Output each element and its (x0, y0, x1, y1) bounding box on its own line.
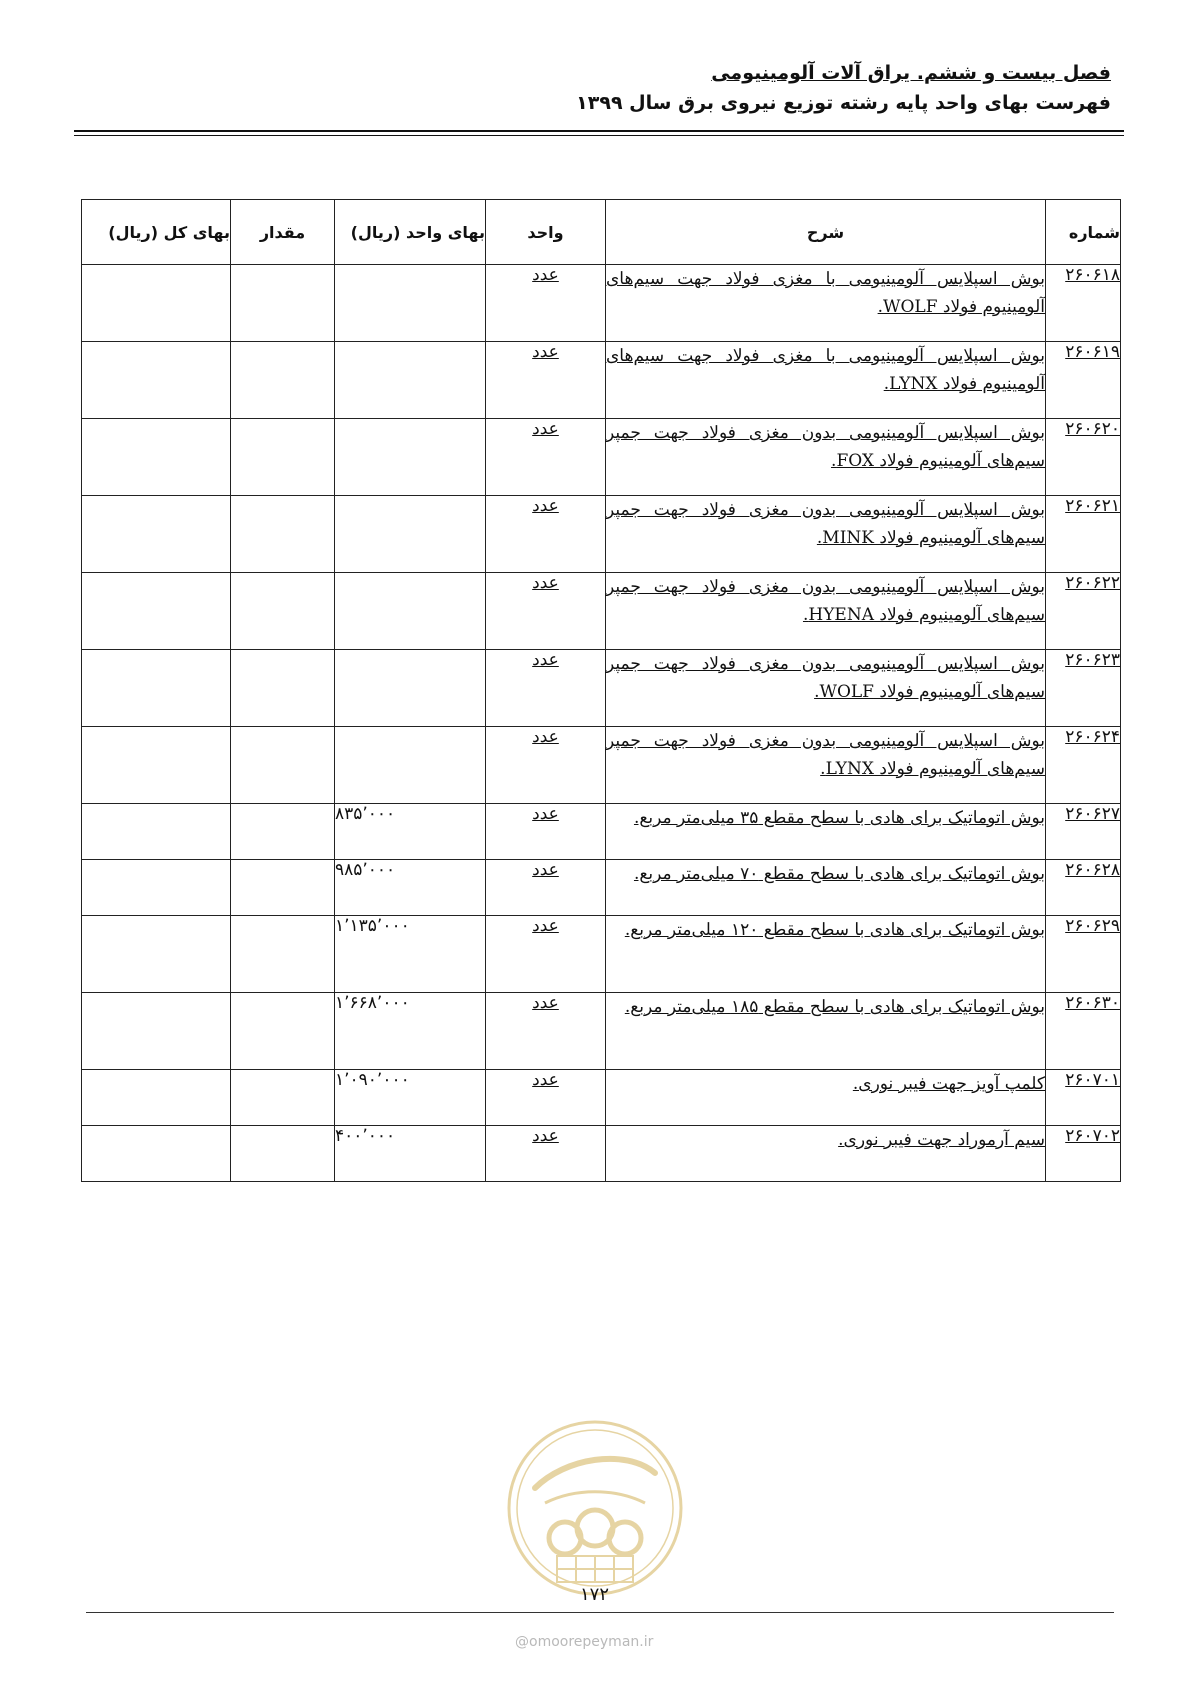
item-number: ۲۶۰۷۰۱ (1046, 1070, 1121, 1126)
watermark-text: @omoorepeyman.ir (515, 1634, 654, 1650)
item-total-price (82, 342, 231, 419)
item-number: ۲۶۰۶۲۳ (1046, 650, 1121, 727)
item-total-price (82, 860, 231, 916)
col-header-total-price: بهای کل (ریال) (82, 200, 231, 265)
item-quantity (231, 650, 335, 727)
item-description (606, 727, 1046, 804)
table-row (82, 1070, 1121, 1126)
item-quantity (231, 860, 335, 916)
item-quantity (231, 496, 335, 573)
item-quantity (231, 342, 335, 419)
item-unit: عدد (486, 916, 606, 993)
item-description (606, 993, 1046, 1070)
watermark-seal-logo (505, 1418, 685, 1598)
item-unit: عدد (486, 804, 606, 860)
item-description (606, 496, 1046, 573)
table-row (82, 860, 1121, 916)
item-description (606, 342, 1046, 419)
item-unit: عدد (486, 265, 606, 342)
item-number: ۲۶۰۶۲۰ (1046, 419, 1121, 496)
item-total-price (82, 993, 231, 1070)
item-number: ۲۶۰۶۲۷ (1046, 804, 1121, 860)
table-row (82, 496, 1121, 573)
item-unit: عدد (486, 573, 606, 650)
item-description (606, 419, 1046, 496)
item-unit-price (335, 496, 486, 573)
col-header-number: شماره (1046, 200, 1121, 265)
table-row (82, 342, 1121, 419)
table-row (82, 727, 1121, 804)
item-unit: عدد (486, 1070, 606, 1126)
footer-rule (86, 1612, 1114, 1613)
item-quantity (231, 916, 335, 993)
item-quantity (231, 727, 335, 804)
table-header-row (82, 200, 1121, 265)
item-unit-price (335, 342, 486, 419)
item-unit-price: ۱٬۰۹۰٬۰۰۰ (335, 1070, 486, 1126)
item-unit: عدد (486, 993, 606, 1070)
item-unit-price: ۱٬۱۳۵٬۰۰۰ (335, 916, 486, 993)
item-number: ۲۶۰۷۰۲ (1046, 1126, 1121, 1182)
item-number: ۲۶۰۶۲۲ (1046, 573, 1121, 650)
item-total-price (82, 496, 231, 573)
item-description-text: بوش اسپلایس آلومینیومی بدون مغزی فولاد جهت جمپر سیم‌های آلومینیوم فولاد FOX. (606, 423, 1045, 471)
item-unit-price: ۹۸۵٬۰۰۰ (335, 860, 486, 916)
item-unit-price (335, 650, 486, 727)
item-description-text: بوش اسپلایس آلومینیومی با مغزی فولاد جهت سیم‌های آلومینیوم فولاد WOLF. (606, 269, 1045, 317)
chapter-title: فصل بیست و ششم. یراق آلات آلومینیومی (711, 62, 1111, 84)
item-number: ۲۶۰۶۲۴ (1046, 727, 1121, 804)
header-rule-thin (74, 135, 1124, 136)
item-description-text: بوش اتوماتیک برای هادی با سطح مقطع ۱۸۵ میلی‌متر مربع. (624, 997, 1045, 1017)
table-row (82, 573, 1121, 650)
item-total-price (82, 1126, 231, 1182)
item-unit-price: ۸۳۵٬۰۰۰ (335, 804, 486, 860)
item-quantity (231, 1126, 335, 1182)
table-row (82, 419, 1121, 496)
item-description-text: بوش اسپلایس آلومینیومی با مغزی فولاد جهت سیم‌های آلومینیوم فولاد LYNX. (606, 346, 1045, 394)
item-description-text: بوش اتوماتیک برای هادی با سطح مقطع ۷۰ میلی‌متر مربع. (633, 864, 1045, 884)
col-header-description: شرح (606, 200, 1046, 265)
item-total-price (82, 727, 231, 804)
table-row (82, 1126, 1121, 1182)
item-quantity (231, 804, 335, 860)
item-description (606, 916, 1046, 993)
item-description-text: بوش اتوماتیک برای هادی با سطح مقطع ۳۵ میلی‌متر مربع. (633, 808, 1045, 828)
table-row (82, 804, 1121, 860)
item-description (606, 1070, 1046, 1126)
col-header-unit-price: بهای واحد (ریال) (335, 200, 486, 265)
item-unit-price: ۱٬۶۶۸٬۰۰۰ (335, 993, 486, 1070)
item-total-price (82, 419, 231, 496)
item-description (606, 1126, 1046, 1182)
price-table (81, 199, 1121, 1182)
item-description (606, 265, 1046, 342)
item-description-text: بوش اسپلایس آلومینیومی بدون مغزی فولاد جهت جمپر سیم‌های آلومینیوم فولاد LYNX. (606, 731, 1045, 779)
table-row (82, 993, 1121, 1070)
item-description-text: بوش اسپلایس آلومینیومی بدون مغزی فولاد جهت جمپر سیم‌های آلومینیوم فولاد WOLF. (606, 654, 1045, 702)
item-unit: عدد (486, 419, 606, 496)
item-description (606, 804, 1046, 860)
page-header (576, 58, 1111, 118)
item-description-text: سیم آرموراد جهت فیبر نوری. (838, 1130, 1045, 1150)
item-quantity (231, 265, 335, 342)
item-unit-price (335, 573, 486, 650)
item-unit: عدد (486, 342, 606, 419)
col-header-quantity: مقدار (231, 200, 335, 265)
item-description-text: بوش اتوماتیک برای هادی با سطح مقطع ۱۲۰ میلی‌متر مربع. (624, 920, 1045, 940)
item-total-price (82, 573, 231, 650)
page-number: ۱۷۲ (580, 1584, 610, 1605)
item-number: ۲۶۰۶۱۹ (1046, 342, 1121, 419)
item-description (606, 860, 1046, 916)
header-rule-thick (74, 130, 1124, 132)
item-description-text: بوش اسپلایس آلومینیومی بدون مغزی فولاد جهت جمپر سیم‌های آلومینیوم فولاد HYENA. (606, 577, 1045, 625)
item-quantity (231, 419, 335, 496)
item-description-text: بوش اسپلایس آلومینیومی بدون مغزی فولاد جهت جمپر سیم‌های آلومینیوم فولاد MINK. (606, 500, 1045, 548)
table-row (82, 916, 1121, 993)
item-unit: عدد (486, 727, 606, 804)
item-description-text: کلمپ آویز جهت فیبر نوری. (852, 1074, 1045, 1094)
item-quantity (231, 993, 335, 1070)
item-number: ۲۶۰۶۳۰ (1046, 993, 1121, 1070)
list-title: فهرست بهای واحد پایه رشته توزیع نیروی برق سال ۱۳۹۹ (576, 92, 1111, 114)
item-description (606, 650, 1046, 727)
item-unit-price (335, 419, 486, 496)
item-unit: عدد (486, 1126, 606, 1182)
item-number: ۲۶۰۶۲۱ (1046, 496, 1121, 573)
table-row (82, 650, 1121, 727)
item-number: ۲۶۰۶۲۸ (1046, 860, 1121, 916)
item-unit: عدد (486, 496, 606, 573)
item-total-price (82, 650, 231, 727)
item-total-price (82, 804, 231, 860)
item-unit: عدد (486, 860, 606, 916)
item-quantity (231, 573, 335, 650)
item-number: ۲۶۰۶۲۹ (1046, 916, 1121, 993)
col-header-unit: واحد (486, 200, 606, 265)
item-description (606, 573, 1046, 650)
item-number: ۲۶۰۶۱۸ (1046, 265, 1121, 342)
item-unit: عدد (486, 650, 606, 727)
item-unit-price: ۴۰۰٬۰۰۰ (335, 1126, 486, 1182)
item-total-price (82, 916, 231, 993)
item-unit-price (335, 727, 486, 804)
table-row (82, 265, 1121, 342)
item-total-price (82, 265, 231, 342)
item-unit-price (335, 265, 486, 342)
item-total-price (82, 1070, 231, 1126)
item-quantity (231, 1070, 335, 1126)
